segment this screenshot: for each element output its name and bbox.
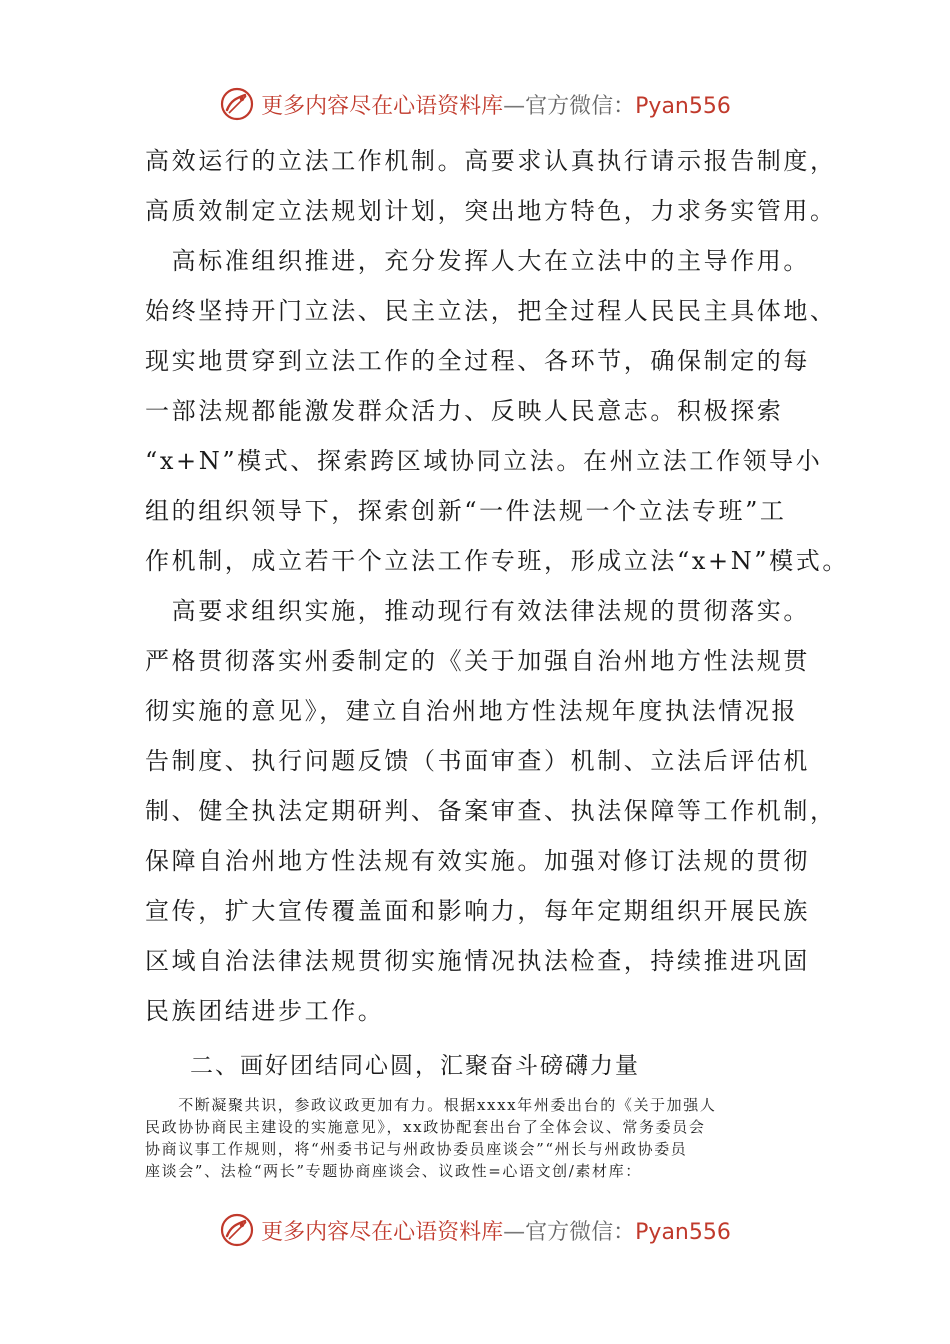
paragraph-line: 制、健全执法定期研判、备案审查、执法保障等工作机制， <box>145 797 837 825</box>
pen-signature-logo-icon <box>219 86 255 122</box>
paragraph-line: 高要求组织实施，推动现行有效法律法规的贯彻落实。 <box>145 597 810 625</box>
footer-banner <box>0 1208 950 1252</box>
small-paragraph-line: 不断凝聚共识，参政议政更加有力。根据xxxx年州委出台的《关于加强人 <box>145 1096 717 1114</box>
paragraph-line: 严格贯彻落实州委制定的《关于加强自治州地方性法规贯 <box>145 647 810 675</box>
paragraph-line: 告制度、执行问题反馈（书面审查）机制、立法后评估机 <box>145 747 810 775</box>
banner-main-text: 更多内容尽在心语资料库 <box>261 93 504 119</box>
small-paragraph-line: 协商议事工作规则，将“州委书记与州政协委员座谈会”“州长与州政协委员 <box>145 1140 688 1158</box>
banner-text <box>261 1215 731 1246</box>
paragraph-line: 高质效制定立法规划计划，突出地方特色，力求务实管用。 <box>145 197 837 225</box>
banner-handle: Pyan556 <box>635 1219 731 1245</box>
small-paragraph-line: 民政协协商民主建设的实施意见》，xx政协配套出台了全体会议、常务委员会 <box>145 1118 706 1136</box>
banner-handle: Pyan556 <box>635 93 731 119</box>
paragraph-line: 彻实施的意见》，建立自治州地方性法规年度执法情况报 <box>145 697 798 725</box>
section-heading: 二、画好团结同心圆，汇聚奋斗磅礴力量 <box>190 1053 640 1079</box>
banner-main-text: 更多内容尽在心语资料库 <box>261 1219 504 1245</box>
header-banner <box>0 82 950 126</box>
paragraph-line: “x+N”模式、探索跨区域协同立法。在州立法工作领导小 <box>145 447 823 475</box>
banner-dash: — <box>503 1219 526 1245</box>
paragraph-line: 一部法规都能激发群众活力、反映人民意志。积极探索 <box>145 397 784 425</box>
banner-wechat-label: 官方微信： <box>525 93 636 119</box>
paragraph-line: 宣传，扩大宣传覆盖面和影响力，每年定期组织开展民族 <box>145 897 810 925</box>
paragraph-line: 现实地贯穿到立法工作的全过程、各环节，确保制定的每 <box>145 347 810 375</box>
paragraph-line: 高标准组织推进，充分发挥人大在立法中的主导作用。 <box>145 247 810 275</box>
paragraph-line: 区域自治法律法规贯彻实施情况执法检查，持续推进巩固 <box>145 947 810 975</box>
pen-signature-logo-icon <box>219 1212 255 1248</box>
paragraph-line: 高效运行的立法工作机制。高要求认真执行请示报告制度， <box>145 147 837 175</box>
paragraph-line: 组的组织领导下，探索创新“一件法规一个立法专班”工 <box>145 497 787 525</box>
banner-text <box>261 89 731 120</box>
banner-wechat-label: 官方微信： <box>525 1219 636 1245</box>
small-paragraph-line: 座谈会”、法检“两长”专题协商座谈会、议政性=心语文创/素材库： <box>145 1162 642 1180</box>
paragraph-line: 始终坚持开门立法、民主立法，把全过程人民民主具体地、 <box>145 297 837 325</box>
paragraph-line: 保障自治州地方性法规有效实施。加强对修订法规的贯彻 <box>145 847 810 875</box>
paragraph-line: 作机制，成立若干个立法工作专班，形成立法“x+N”模式。 <box>145 547 849 575</box>
banner-dash: — <box>503 93 526 119</box>
paragraph-line: 民族团结进步工作。 <box>145 997 385 1025</box>
